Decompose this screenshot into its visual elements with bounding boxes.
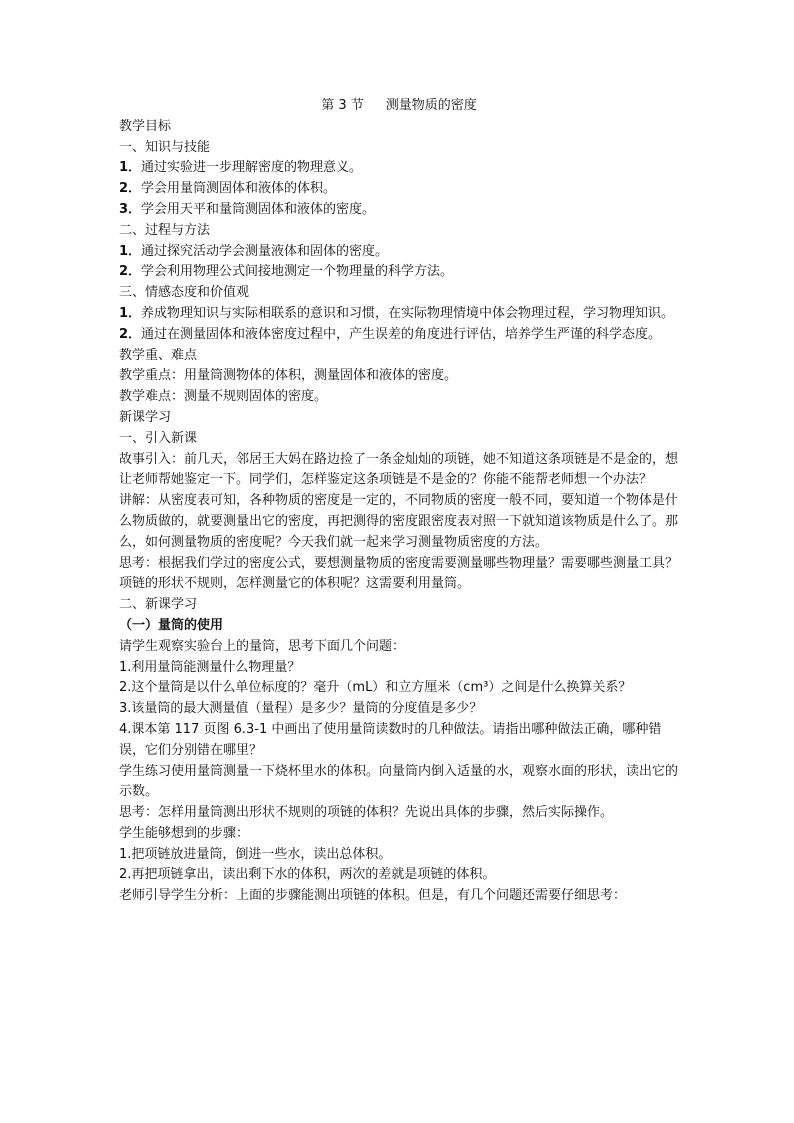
paragraph-text: 通过实验进一步理解密度的物理意义。 [141,160,363,176]
paragraph [119,283,679,304]
paragraph-text: 二、过程与方法 [119,222,211,238]
paragraph-text: 教学重点：用量筒测物体的体积，测量固体和液体的密度。 [119,368,458,384]
paragraph [119,242,679,263]
paragraph-text: 学会利用物理公式间接地测定一个物理量的科学方法。 [141,264,454,280]
paragraph [119,658,679,679]
paragraph-text: 请学生观察实验台上的量筒，思考下面几个问题： [119,638,406,654]
paragraph [119,886,679,907]
paragraph [119,346,679,367]
paragraph [119,865,679,886]
paragraph [119,387,679,408]
paragraph [119,158,679,179]
paragraph-text: 学生能够想到的步骤： [119,825,250,841]
paragraph [119,616,679,637]
paragraph [119,450,679,492]
paragraph [119,595,679,616]
document-title [119,96,679,117]
paragraph-text: 1.利用量筒能测量什么物理量？ [119,659,301,675]
paragraph-text: 通过在测量固体和液体密度过程中，产生误差的角度进行评估，培养学生严谨的科学态度。 [141,326,662,342]
paragraph-text: 学会用量筒测固体和液体的体积。 [141,181,337,197]
paragraph-text: 故事引入：前几天，邻居王大妈在路边捡了一条金灿灿的项链，她不知道这条项链是不是金的，想让老师帮她鉴定一下。同学们，怎样鉴定这条项链是不是金的？你能不能帮老师想一个办法？ [119,451,679,488]
paragraph [119,304,679,325]
paragraph-text: 2.这个量筒是以什么单位标度的？毫升（mL）和立方厘米（cm³）之间是什么换算关系？ [119,680,632,696]
section-number: 第 3 节 [321,98,364,113]
paragraph-text: 2.再把项链拿出，读出剩下水的体积，两次的差就是项链的体积。 [119,867,496,883]
paragraph [119,179,679,200]
paragraph [119,325,679,346]
paragraph-text: 1.把项链放进量筒，倒进一些水，读出总体积。 [119,846,392,862]
paragraph [119,803,679,824]
paragraph-text: 学会用天平和量筒测固体和液体的密度。 [141,201,376,217]
paragraph [119,762,679,804]
paragraph-text: 项链的形状不规则，怎样测量它的体积呢？这需要利用量筒。 [119,576,471,592]
item-number: 1． [119,305,142,321]
paragraph [119,491,679,553]
paragraph-text: 新课学习 [119,409,172,425]
item-number: 2． [119,264,142,280]
paragraph [119,699,679,720]
paragraph [119,678,679,699]
paragraph-text: 养成物理知识与实际相联系的意识和习惯，在实际物理情境中体会物理过程，学习物理知识。 [141,305,675,321]
paragraph [119,429,679,450]
paragraph [119,574,679,595]
item-number: 3． [119,201,142,217]
paragraph-text: 思考：根据我们学过的密度公式，要想测量物质的密度需要测量哪些物理量？需要哪些测量工具？ [119,555,679,571]
document-body [119,117,679,907]
paragraph-text: 老师引导学生分析：上面的步骤能测出项链的体积。但是，有几个问题还需要仔细思考： [119,888,627,904]
item-number: 1． [119,160,142,176]
paragraph [119,824,679,845]
paragraph [119,200,679,221]
paragraph-text: （一）量筒的使用 [119,617,224,633]
paragraph [119,637,679,658]
document-page [119,96,679,907]
paragraph [119,720,679,762]
paragraph-text: 教学重、难点 [119,347,198,363]
paragraph [119,366,679,387]
item-number: 2． [119,326,142,342]
paragraph [119,845,679,866]
paragraph [119,117,679,138]
paragraph-text: 思考：怎样用量筒测出形状不规则的项链的体积？先说出具体的步骤，然后实际操作。 [119,805,614,821]
paragraph-text: 二、新课学习 [119,597,198,613]
paragraph-text: 讲解：从密度表可知，各种物质的密度是一定的，不同物质的密度一般不同，要知道一个物体是什么物质做的，就要测量出它的密度，再把测得的密度跟密度表对照一下就知道该物质是什么了。那么，如何测量物质的密度呢？今天我们就一起来学习测量物质密度的方法。 [119,493,679,550]
paragraph-text: 4.课本第 117 页图 6.3-1 中画出了使用量筒读数时的几种做法。请指出哪种做法正确，哪种错误，它们分别错在哪里？ [119,721,662,758]
paragraph-text: 教学难点：测量不规则固体的密度。 [119,389,328,405]
item-number: 2． [119,181,142,197]
paragraph-text: 学生练习使用量筒测量一下烧杯里水的体积。向量筒内倒入适量的水，观察水面的形状，读出它的示数。 [119,763,679,800]
paragraph [119,221,679,242]
paragraph-text: 教学目标 [119,118,172,134]
item-number: 1． [119,243,142,259]
paragraph-text: 一、引入新课 [119,430,198,446]
paragraph [119,408,679,429]
section-name: 测量物质的密度 [385,98,477,113]
paragraph-text: 3.该量筒的最大测量值（量程）是多少？量筒的分度值是多少？ [119,701,483,717]
paragraph [119,138,679,159]
paragraph-text: 一、知识与技能 [119,139,211,155]
paragraph [119,262,679,283]
paragraph-text: 三、情感态度和价值观 [119,285,250,301]
paragraph-text: 通过探究活动学会测量液体和固体的密度。 [141,243,389,259]
paragraph [119,554,679,575]
